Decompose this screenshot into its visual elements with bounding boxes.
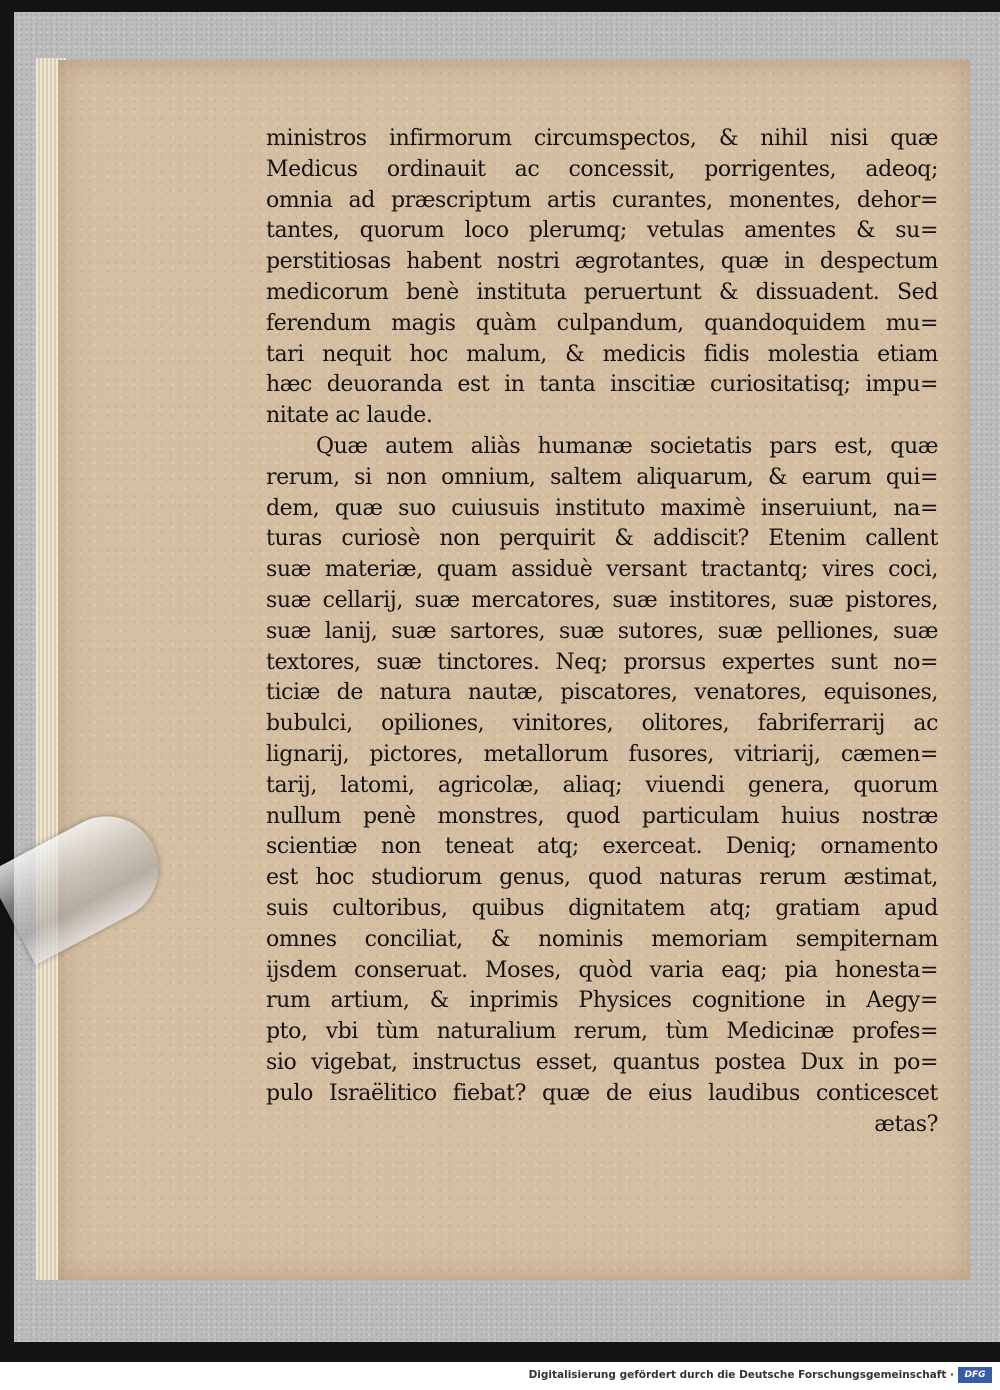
- text-line-8: tari nequit hoc malum, & medicis fidis molestia etiam: [266, 341, 938, 367]
- text-line-12: rerum, si non omnium, saltem aliquarum, & earum qui=: [266, 464, 938, 490]
- text-line-24: scientiæ non teneat atq; exerceat. Deniq; ornamento: [266, 834, 938, 860]
- text-line-9: hæc deuoranda est in tanta inscitiæ curiositatisq; impu=: [266, 372, 938, 398]
- text-line-26: suis cultoribus, quibus dignitatem atq; gratiam apud: [266, 895, 938, 921]
- text-line-30: pto, vbi tùm naturalium rerum, tùm Medicinæ profes=: [266, 1019, 938, 1045]
- text-line-19: ticiæ de natura nautæ, piscatores, venatores, equisones,: [266, 680, 938, 706]
- text-line-32: pulo Israëlitico fiebat? quæ de eius laudibus conticescet: [266, 1080, 938, 1106]
- footer-bar: [0, 1362, 1000, 1390]
- text-line-15: suæ materiæ, quam assiduè versant tractantq; vires coci,: [266, 557, 938, 583]
- text-line-23: nullum penè monstres, quod particulam huius nostræ: [266, 803, 938, 829]
- text-line-25: est hoc studiorum genus, quod naturas rerum æstimat,: [266, 865, 938, 891]
- text-line-4: tantes, quorum loco plerumq; vetulas amentes & su=: [266, 218, 938, 244]
- text-line-21: lignarij, pictores, metallorum fusores, vitriarij, cæmen=: [266, 741, 938, 767]
- text-line-3: omnia ad præscriptum artis curantes, monentes, dehor=: [266, 187, 938, 213]
- text-line-18: textores, suæ tinctores. Neq; prorsus expertes sunt no=: [266, 649, 938, 675]
- text-line-1: ministros infirmorum circumspectos, & nihil nisi quæ: [266, 126, 938, 151]
- text-line-7: ferendum magis quàm culpandum, quandoquidem mu=: [266, 310, 938, 336]
- text-line-6: medicorum benè instituta peruertunt & dissuadent. Sed: [266, 279, 938, 305]
- text-line-5: perstitiosas habent nostri ægrotantes, quæ in despectum: [266, 249, 938, 275]
- text-line-17: suæ lanij, suæ sartores, suæ sutores, suæ pelliones, suæ: [266, 618, 938, 644]
- text-line-2: Medicus ordinauit ac concessit, porrigentes, adeoq;: [266, 156, 938, 182]
- dfg-logo: DFG: [958, 1367, 992, 1383]
- text-line-11: Quæ autem aliàs humanæ societatis pars est, quæ: [316, 433, 938, 459]
- text-line-20: bubulci, opiliones, vinitores, olitores, fabriferrarij ac: [266, 711, 938, 737]
- text-line-29: rum artium, & inprimis Physices cognitione in Aegy=: [266, 988, 938, 1014]
- text-line-27: omnes conciliat, & nominis memoriam sempiternam: [266, 926, 938, 952]
- text-line-13: dem, quæ suo cuiusuis instituto maximè inseruiunt, na=: [266, 495, 938, 521]
- page-text: [266, 124, 938, 1140]
- text-line-22: tarij, latomi, agricolæ, aliaq; viuendi genera, quorum: [266, 772, 938, 798]
- funding-notice: Digitalisierung gefördert durch die Deutsche Forschungsgemeinschaft ·: [528, 1369, 954, 1381]
- text-line-31: sio vigebat, instructus esset, quantus postea Dux in po=: [266, 1049, 938, 1075]
- text-line-10: nitate ac laude.: [266, 403, 433, 429]
- text-line-14: turas curiosè non perquirit & addiscit? Etenim callent: [266, 526, 938, 552]
- text-line-33: ætas?: [874, 1111, 938, 1137]
- text-line-28: ijsdem conseruat. Moses, quòd varia eaq; pia honesta=: [266, 957, 938, 983]
- text-line-16: suæ cellarij, suæ mercatores, suæ institores, suæ pistores,: [266, 587, 938, 613]
